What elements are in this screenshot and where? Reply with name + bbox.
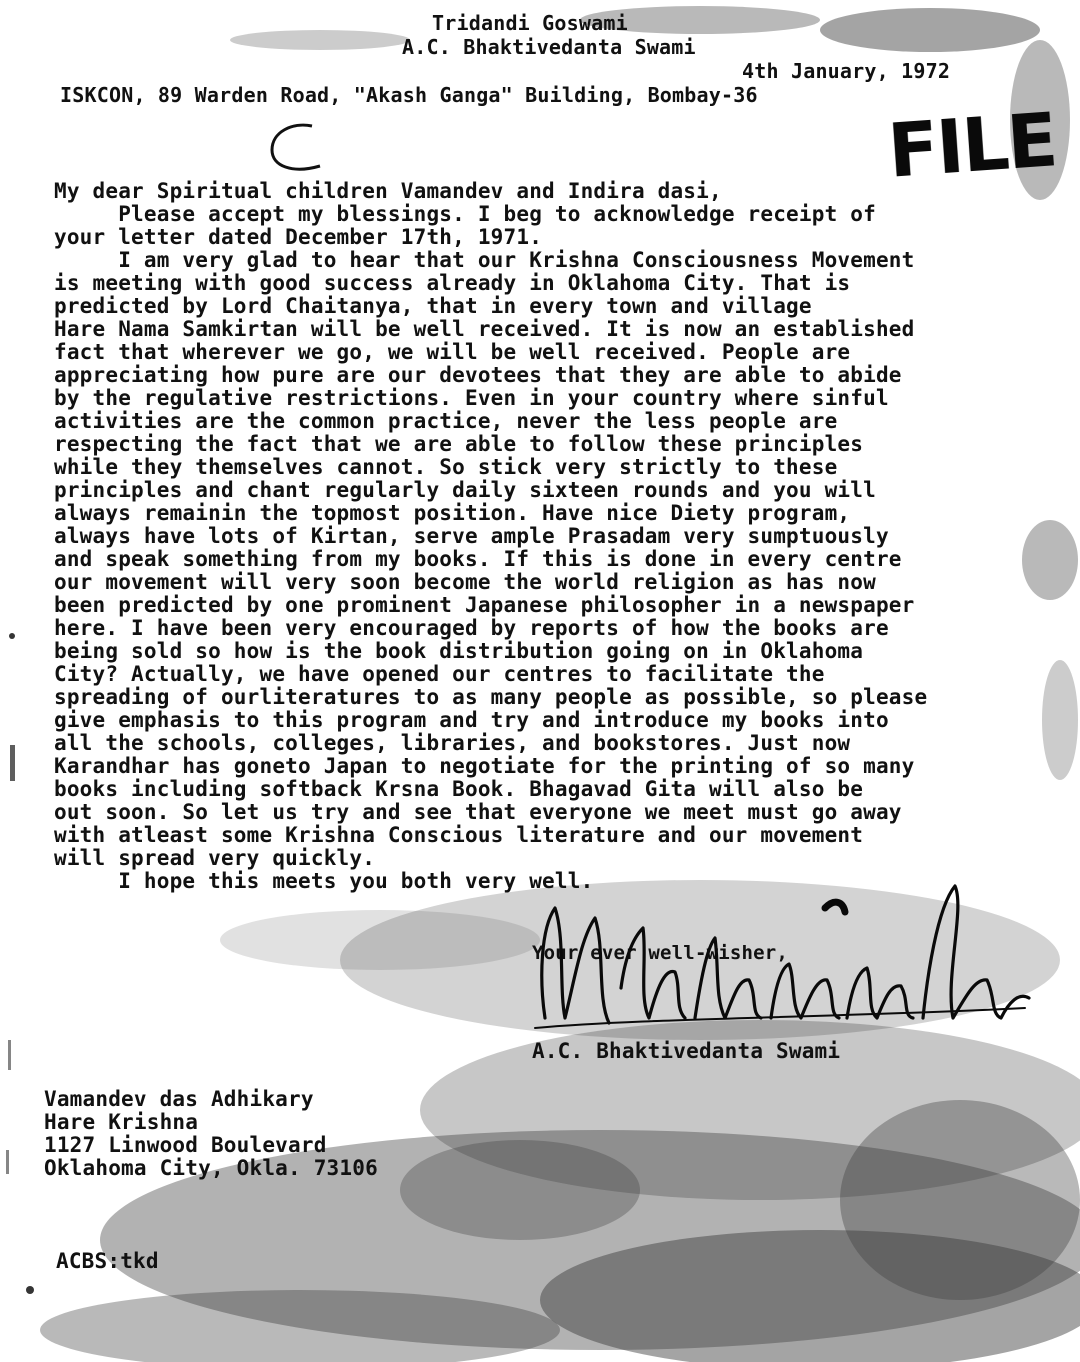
letter-date: 4th January, 1972 [742,59,951,83]
body-line: all the schools, colleges, libraries, and bookstores. Just now [54,731,851,755]
body-line: been predicted by one prominent Japanese philosopher in a newspaper [54,593,915,617]
body-line: Please accept my blessings. I beg to acknowledge receipt of [54,202,876,226]
body-line: our movement will very soon become the world religion as has now [54,570,876,594]
body-line: I am very glad to hear that our Krishna Consciousness Movement [54,248,915,272]
sender-address: ISKCON, 89 Warden Road, "Akash Ganga" Building, Bombay-36 [60,83,758,107]
body-line: predicted by Lord Chaitanya, that in every town and village [54,294,812,318]
recipient-org: Hare Krishna [44,1110,199,1134]
recipient-city: Oklahoma City, Okla. 73106 [44,1156,378,1180]
reference-initials: ACBS:tkd [56,1249,159,1273]
body-line: is meeting with good success already in Oklahoma City. That is [54,271,851,295]
body-line: give emphasis to this program and try and introduce my books into [54,708,889,732]
handwritten-signature [525,868,1045,1048]
body-line: principles and chant regularly daily sixteen rounds and you will [54,478,876,502]
body-line: appreciating how pure are our devotees that they are able to abide [54,363,902,387]
header-title-line2: A.C. Bhaktivedanta Swami [402,35,696,59]
body-line: and speak something from my books. If this is done in every centre [54,547,902,571]
header-title-line1: Tridandi Goswami [432,11,628,35]
recipient-street: 1127 Linwood Boulevard [44,1133,327,1157]
handwritten-c-mark [262,118,332,178]
body-line: here. I have been very encouraged by reports of how the books are [54,616,889,640]
body-line: Karandhar has goneto Japan to negotiate for the printing of so many [54,754,915,778]
signer-name: A.C. Bhaktivedanta Swami [532,1039,841,1063]
body-line: always remainin the topmost position. Have nice Diety program, [54,501,851,525]
body-line: while they themselves cannot. So stick very strictly to these [54,455,838,479]
body-line: by the regulative restrictions. Even in your country where sinful [54,386,889,410]
body-line: always have lots of Kirtan, serve ample Prasadam very sumptuously [54,524,889,548]
file-stamp: FILE [885,97,1059,195]
body-line: Hare Nama Samkirtan will be well received. It is now an established [54,317,915,341]
body-line: out soon. So let us try and see that everyone we meet must go away [54,800,902,824]
body-line: your letter dated December 17th, 1971. [54,225,543,249]
recipient-name: Vamandev das Adhikary [44,1087,314,1111]
body-line: will spread very quickly. [54,846,376,870]
body-line: fact that wherever we go, we will be well received. People are [54,340,851,364]
body-line: respecting the fact that we are able to follow these principles [54,432,864,456]
body-line: being sold so how is the book distribution going on in Oklahoma [54,639,864,663]
body-line: books including softback Krsna Book. Bhagavad Gita will also be [54,777,864,801]
body-line: activities are the common practice, never the less people are [54,409,838,433]
body-line: with atleast some Krishna Conscious literature and our movement [54,823,864,847]
body-line: I hope this meets you both very well. [54,869,594,893]
salutation: My dear Spiritual children Vamandev and Indira dasi, [54,179,722,203]
body-line: spreading of ourliteratures to as many people as possible, so please [54,685,928,709]
valediction: Your ever well-wisher, [532,942,789,964]
body-line: City? Actually, we have opened our centres to facilitate the [54,662,825,686]
